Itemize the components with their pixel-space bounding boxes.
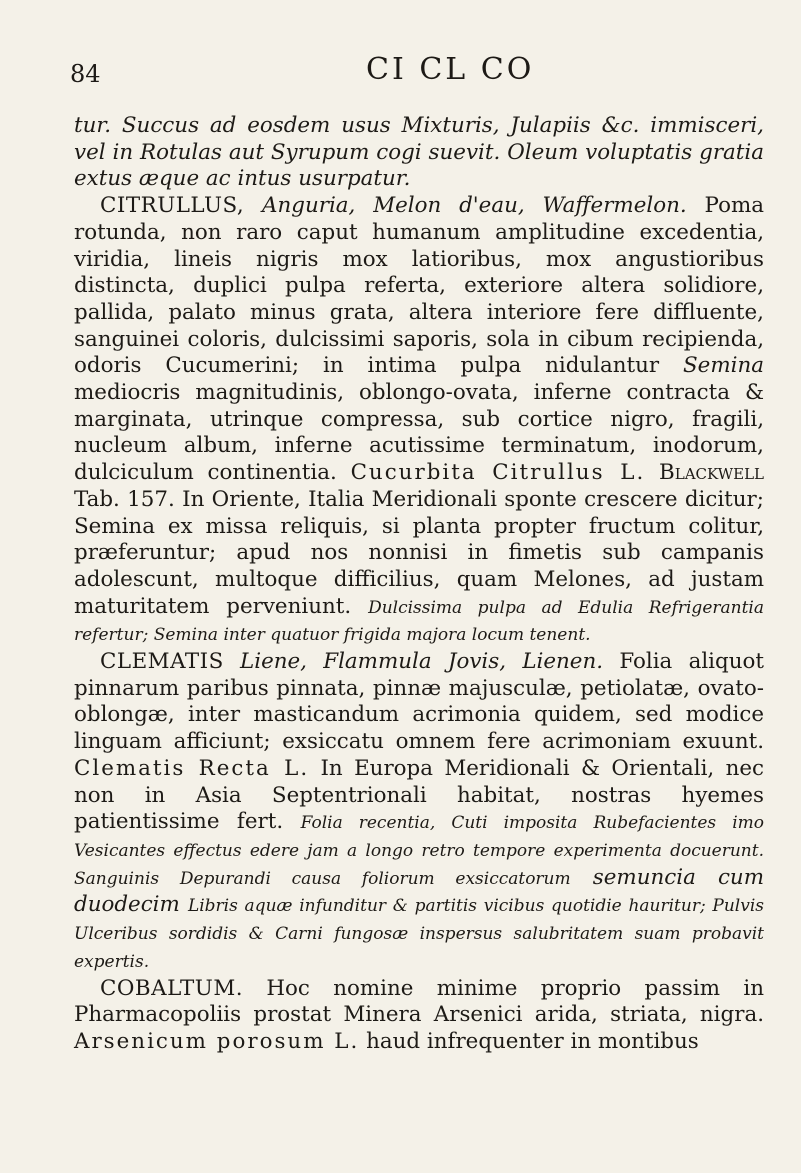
entry-description: Poma rotunda, non raro caput humanum amplitudine excedentia, viridia, lineis nigris mox latioribus, mox angustioribus distincta, duplici pulpa referta, exteriore altera solidiore, pallida, palato minus grata, altera interiore fere diffluente, sanguinei coloris, dulcissimi saporis, sola in cibum recipienda, odoris Cucumerini; in intima pulpa nidulantur bbox=[74, 193, 764, 379]
entry-synonyms: Liene, Flammula Jovis, Lienen. bbox=[240, 649, 604, 675]
paragraph-continuation bbox=[74, 113, 764, 193]
page-header bbox=[0, 52, 801, 96]
term-semina: Semina bbox=[683, 353, 764, 379]
linnaean-name: Cucurbita Citrullus L. bbox=[350, 460, 646, 486]
entry-synonyms: Anguria, Melon d'eau, Waffermelon. bbox=[262, 193, 687, 219]
entry-headword: COBALTUM. bbox=[100, 975, 244, 1001]
entry-headword: CLEMATIS bbox=[100, 649, 224, 675]
usage-note: Folia recentia, Cuti imposita Rubefacientes imo Vesicantes effectus edere jam a longo retro tempore experimenta docuerunt. Sanguinis Depurandi causa foliorum exsiccatorum bbox=[74, 813, 764, 889]
entry-description-2: haud infrequenter in montibus bbox=[366, 1028, 699, 1054]
entry-description-2: mediocris magnitudinis, oblongo-ovata, inferne contracta & marginata, utrinque compressa, sub cortice nigro, fragili, nucleum album, inferne acutissime terminatum, inodorum, dulciculum continentia. bbox=[74, 380, 764, 486]
entry-description: Folia aliquot pinnarum paribus pinnata, pinnæ majusculæ, petiolatæ, ovato-oblongæ, inter masticandum acrimonia quidem, sed modice linguam afficiunt; exsiccatu omnem fere acrimoniam exuunt. bbox=[74, 649, 764, 755]
entry-citrullus bbox=[74, 193, 764, 649]
continuation-text: tur. Succus ad eosdem usus Mixturis, Julapiis &c. immisceri, vel in Rotulas aut Syrupum cogi suevit. Oleum voluptatis gratia extus æque ac intus usurpatur. bbox=[74, 113, 764, 192]
entry-description-3: Tab. 157. In Oriente, Italia Meridionali sponte crescere dicitur; Semina ex missa reliquis, si planta propter fructum colitur, præferuntur; apud nos nonnisi in fimetis sub campanis adolescunt, multoque difficilius, quam Melones, ad justam maturitatem perveniunt. bbox=[74, 486, 764, 619]
usage-note: Dulcissima pulpa ad Edulia Refrigerantia refertur; Semina inter quatuor frigida majora locum tenent. bbox=[74, 597, 764, 646]
running-head: CI CL CO bbox=[366, 52, 535, 87]
usage-note-dose: semuncia cum duodecim bbox=[74, 864, 764, 918]
entry-cobaltum bbox=[74, 976, 764, 1056]
entry-headword: CITRULLUS, bbox=[100, 193, 245, 219]
usage-note-2: Libris aquæ infunditur & partitis vicibus quotidie hauritur; Pulvis Ulceribus sordidis & Carni fungosæ inspersus salubritatem suam probavit expertis. bbox=[74, 896, 764, 972]
entry-description: Hoc nomine minime proprio passim in Pharmacopoliis prostat Minera Arsenici arida, striata, nigra. bbox=[74, 975, 764, 1028]
body-text bbox=[74, 113, 764, 1056]
entry-description-2: In Europa Meridionali & Orientali, nec non in Asia Septentrionali habitat, nostras hyemes patientissime fert. bbox=[74, 755, 764, 835]
linnaean-name: Arsenicum porosum L. bbox=[74, 1028, 360, 1054]
entry-clematis bbox=[74, 649, 764, 975]
author-citation: Blackwell bbox=[659, 460, 764, 486]
page-number: 84 bbox=[70, 60, 101, 88]
linnaean-name: Clematis Recta L. bbox=[74, 755, 310, 781]
